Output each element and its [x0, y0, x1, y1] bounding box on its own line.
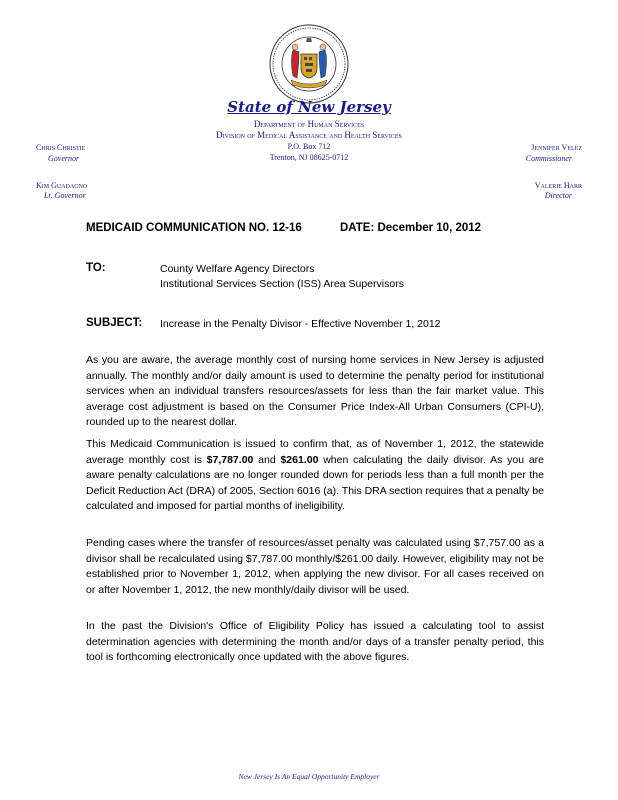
- body-paragraph-2: [86, 437, 544, 515]
- communication-date: DATE: December 10, 2012: [340, 222, 482, 234]
- lt-governor-title: Lt. Governor: [44, 191, 86, 200]
- to-recipient-2: Institutional Services Section (ISS) Area Supervisors: [160, 278, 404, 290]
- p2-text-b: and: [253, 453, 281, 466]
- subject-text: Increase in the Penalty Divisor - Effective November 1, 2012: [160, 318, 441, 330]
- daily-amount: $261.00: [280, 453, 319, 466]
- to-label: TO:: [86, 262, 106, 274]
- communication-number: MEDICAID COMMUNICATION NO. 12-16: [86, 222, 302, 234]
- monthly-amount: $7,787.00: [206, 453, 254, 466]
- p2-text-c: when calculating the daily divisor. As you are aware penalty calculations are no longer rounded down for periods less than a full month per the Deficit Reduction Act (DRA) of 2005, Section 6016 (a). This DRA section requires that a penalty be calculated and imposed for partial months of ineligibility.: [86, 453, 544, 512]
- governor-title: Governor: [48, 154, 80, 163]
- division-name: Division of Medical Assistance and Health Services: [216, 130, 402, 140]
- state-seal-icon: [269, 24, 349, 104]
- state-title: State of New Jersey: [227, 98, 391, 116]
- po-box: P.O. Box 712: [287, 142, 331, 151]
- governor-name: Chris Christie: [36, 143, 86, 152]
- department-name: Department of Human Services: [253, 119, 365, 129]
- commissioner-name: Jennifer Velez: [531, 143, 582, 152]
- body-paragraph-4: In the past the Division's Office of Eligibility Policy has issued a calculating tool to assist determination agencies with determining the month and/or days of a transfer penalty period, this tool is forthcoming electronically once updated with the above figures.: [86, 620, 544, 663]
- footer-text: New Jersey Is An Equal Opportunity Employer: [238, 772, 380, 781]
- commissioner-title: Commissioner: [525, 154, 572, 163]
- p2-text-a: This Medicaid Communication is issued to confirm that, as of November 1, 2012, the statewide average monthly cost is: [86, 438, 544, 466]
- director-name: Valerie Harr: [534, 181, 582, 190]
- lt-governor-name: Kim Guadagno: [36, 181, 88, 190]
- to-recipient-1: County Welfare Agency Directors: [160, 263, 315, 275]
- city-address: Trenton, NJ 08625-0712: [269, 153, 349, 162]
- body-paragraph-1: As you are aware, the average monthly cost of nursing home services in New Jersey is adjusted annually. The monthly and/or daily amount is used to determine the penalty period for institutional services when an individual transfers resources/assets for less than the fair market value. This average cost adjustment is based on the Consumer Price Index-All Urban Consumers (CPI-U), rounded up to the nearest dollar.: [86, 354, 544, 428]
- director-title: Director: [544, 191, 572, 200]
- subject-label: SUBJECT:: [86, 317, 143, 329]
- body-paragraph-3: Pending cases where the transfer of resources/asset penalty was calculated using $7,757.00 as a divisor shall be recalculated using $7,787.00 monthly/$261.00 daily. However, eligibility may not be established prior to November 1, 2012, when applying the new divisor. For all cases received on or after November 1, 2012, the new monthly/daily divisor will be used.: [86, 537, 544, 596]
